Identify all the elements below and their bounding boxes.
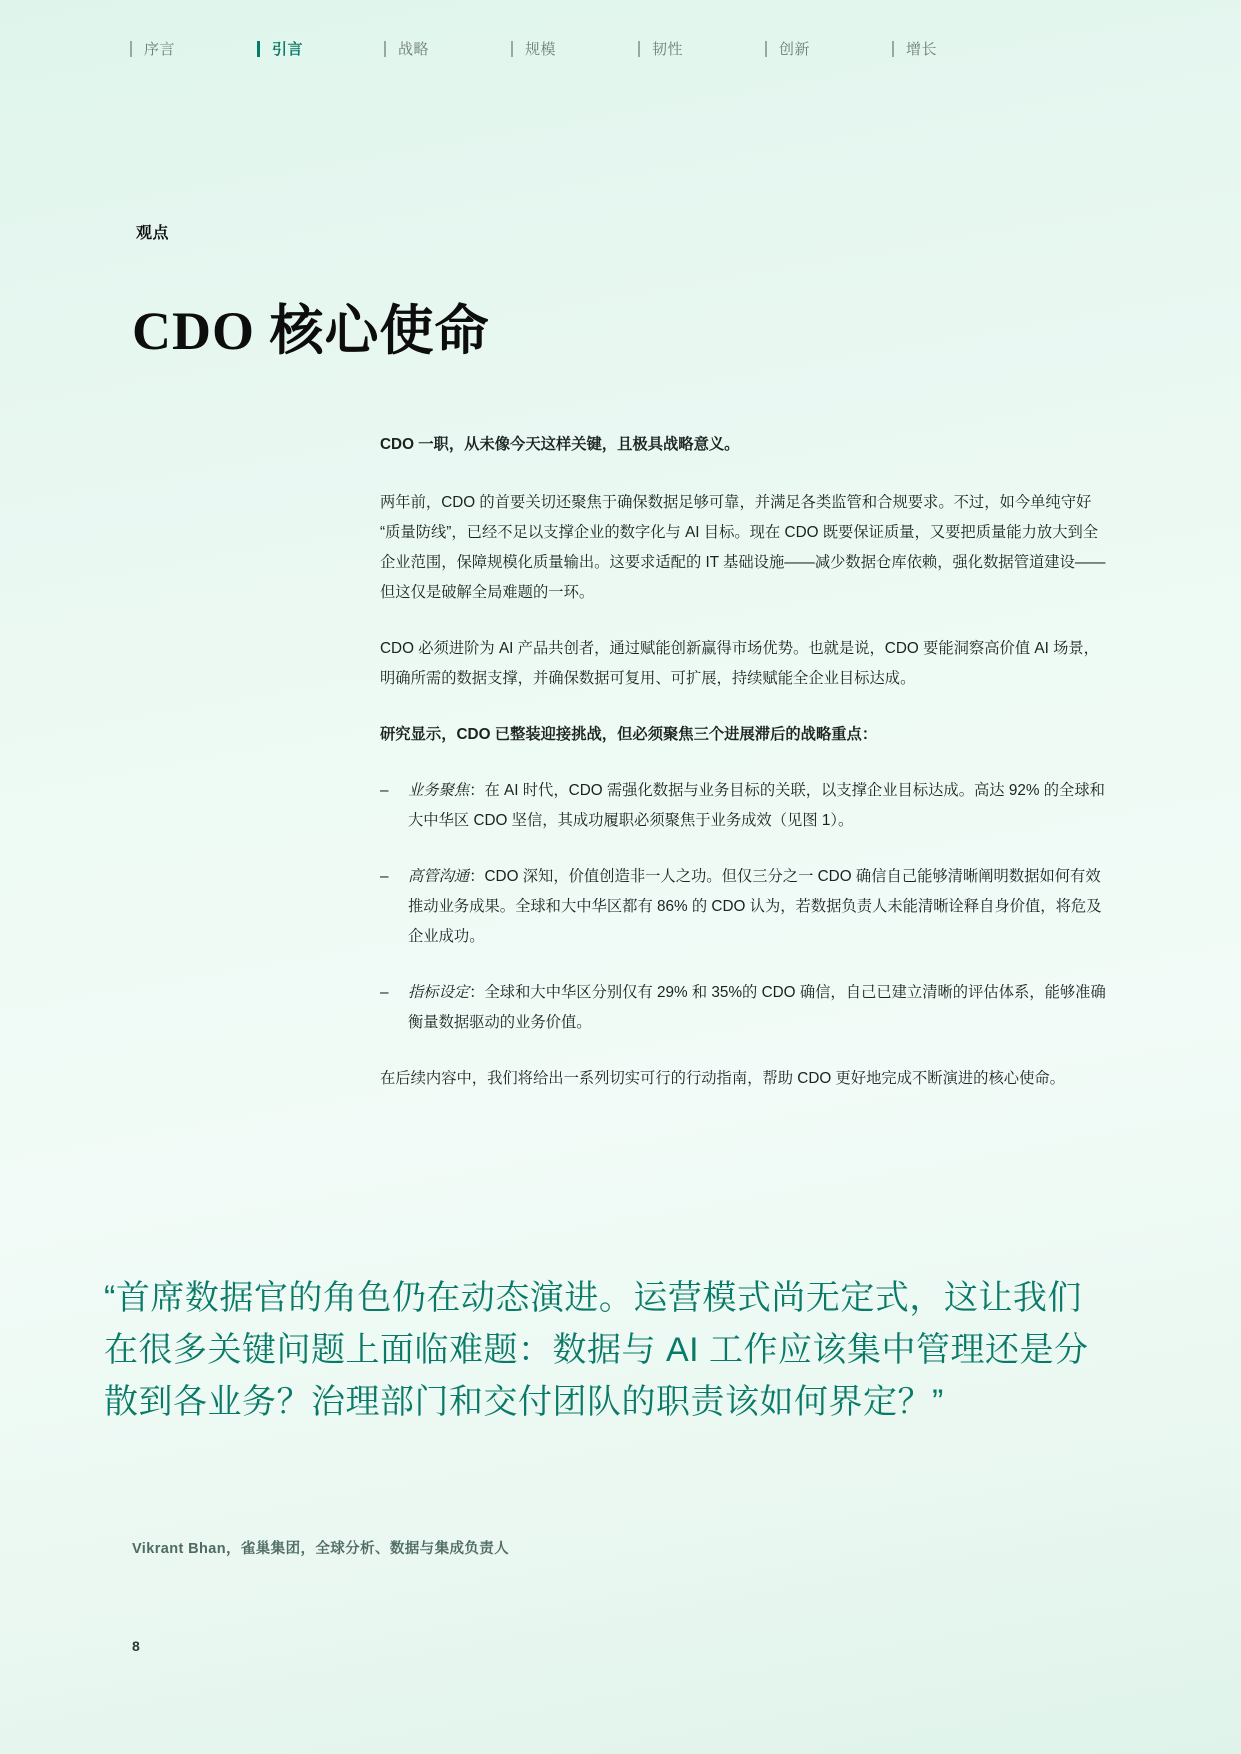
list-item (380, 978, 1106, 1038)
nav-item-label: 韧性 (652, 41, 684, 58)
list-item-term: 业务聚焦 (408, 782, 470, 799)
list-item-term: 指标设定 (408, 984, 470, 1001)
nav-item-scale[interactable] (511, 38, 638, 59)
page-title: CDO 核心使命 (132, 301, 490, 362)
nav-divider-icon (257, 41, 260, 57)
quote-open-mark: “ (104, 1279, 116, 1317)
dash-icon: – (380, 868, 389, 885)
nav-item-resilience[interactable] (638, 38, 765, 59)
nav-divider-icon (130, 41, 132, 57)
closing-paragraph: 在后续内容中，我们将给出一系列切实可行的行动指南，帮助 CDO 更好地完成不断演进的核心使命。 (380, 1070, 1065, 1087)
list-item-text: ：全球和大中华区分别仅有 29% 和 35%的 CDO 确信，自己已建立清晰的评估体系，能够准确衡量数据驱动的业务价值。 (408, 984, 1106, 1031)
nav-item-label: 战略 (398, 41, 430, 58)
list-item-text: ：CDO 深知，价值创造非一人之功。但仅三分之一 CDO 确信自己能够清晰阐明数据如何有效推动业务成果。全球和大中华区都有 86% 的 CDO 认为，若数据负责人未能清晰诠释自身价值，将危及企业成功。 (408, 868, 1102, 945)
body-paragraph-1: 两年前，CDO 的首要关切还聚焦于确保数据足够可靠，并满足各类监管和合规要求。不过，如今单纯守好“质量防线”，已经不足以支撑企业的数字化与 AI 目标。现在 CDO 既要保证质量，又要把质量能力放大到全企业范围，保障规模化质量输出。这要求适配的 IT 基础设施——减少数据仓库依赖，强化数据管道建设——但这仅是破解全局难题的一环。 (380, 494, 1106, 601)
list-item-term: 高管沟通 (408, 868, 470, 885)
nav-item-preface[interactable] (130, 38, 257, 59)
nav-divider-icon (892, 41, 894, 57)
dash-icon: – (380, 782, 389, 799)
nav-divider-icon (638, 41, 640, 57)
sub-lead-paragraph: 研究显示，CDO 已整装迎接挑战，但必须聚焦三个进展滞后的战略重点： (380, 726, 878, 743)
nav-item-label: 创新 (779, 41, 811, 58)
section-nav[interactable] (130, 38, 1181, 59)
nav-item-strategy[interactable] (384, 38, 511, 59)
priority-list (380, 776, 1106, 1038)
lead-paragraph: CDO 一职，从未像今天这样关键，且极具战略意义。 (380, 436, 740, 453)
nav-item-label: 规模 (525, 41, 557, 58)
nav-item-label: 序言 (144, 41, 176, 58)
nav-item-label: 引言 (272, 41, 304, 58)
nav-divider-icon (765, 41, 767, 57)
pull-quote-attribution: Vikrant Bhan，雀巢集团，全球分析、数据与集成负责人 (132, 1541, 510, 1557)
body-paragraph-2: CDO 必须进阶为 AI 产品共创者，通过赋能创新赢得市场优势。也就是说，CDO 要能洞察高价值 AI 场景，明确所需的数据支撑，并确保数据可复用、可扩展，持续赋能全企业目标达成。 (380, 640, 1099, 687)
quote-close-mark: ” (932, 1383, 944, 1421)
nav-item-growth[interactable] (892, 38, 1019, 59)
nav-item-label: 增长 (906, 41, 938, 58)
page-number: 8 (132, 1638, 140, 1654)
dash-icon: – (380, 984, 389, 1001)
section-kicker: 观点 (136, 225, 170, 242)
list-item-text: ：在 AI 时代，CDO 需强化数据与业务目标的关联，以支撑企业目标达成。高达 92% 的全球和大中华区 CDO 坚信，其成功履职必须聚焦于业务成效（见图 1）。 (408, 782, 1105, 829)
article-body (380, 430, 1106, 1120)
nav-item-introduction[interactable] (257, 38, 384, 59)
nav-divider-icon (511, 41, 513, 57)
pull-quote-text: 首席数据官的角色仍在动态演进。运营模式尚无定式，这让我们在很多关键问题上面临难题：数据与 AI 工作应该集中管理还是分散到各业务？治理部门和交付团队的职责该如何界定？ (104, 1279, 1089, 1421)
list-item (380, 862, 1106, 952)
nav-divider-icon (384, 41, 386, 57)
pull-quote (104, 1272, 1114, 1428)
list-item (380, 776, 1106, 836)
nav-item-innovation[interactable] (765, 38, 892, 59)
